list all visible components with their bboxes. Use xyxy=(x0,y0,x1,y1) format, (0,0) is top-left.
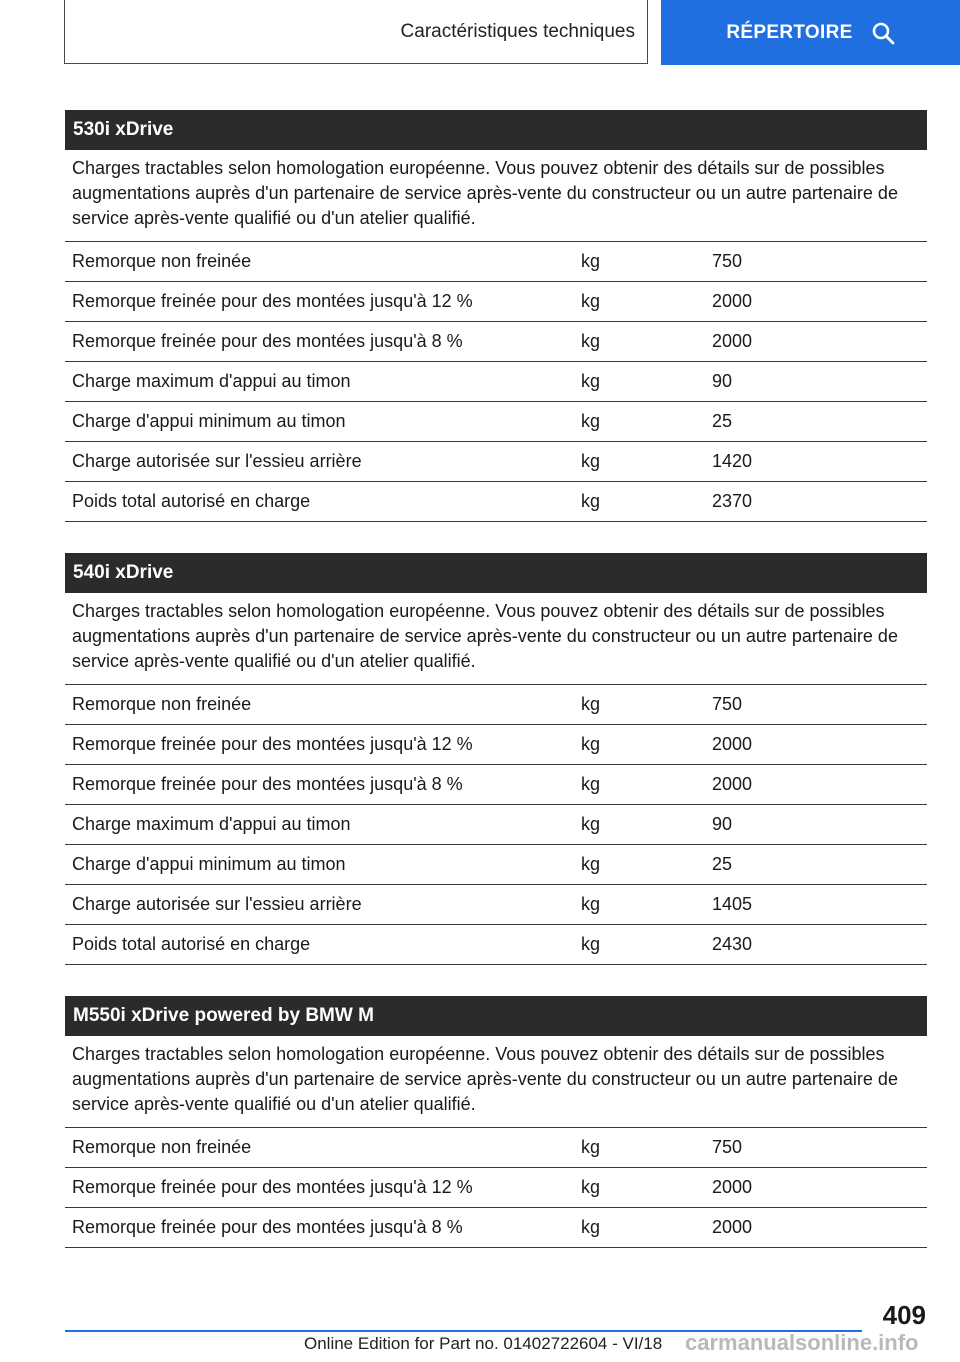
row-unit: kg xyxy=(581,1217,601,1237)
row-value: 2000 xyxy=(712,291,753,311)
row-unit: kg xyxy=(581,411,601,431)
row-value: 2000 xyxy=(712,734,753,754)
row-label: Remorque freinée pour des montées jusqu'à 12 % xyxy=(72,734,473,754)
table-row xyxy=(65,242,927,282)
row-unit: kg xyxy=(581,331,601,351)
row-label: Remorque non freinée xyxy=(72,694,252,714)
page-number: 409 xyxy=(882,1300,926,1330)
row-label: Remorque non freinée xyxy=(72,251,252,271)
row-label: Remorque freinée pour des montées jusqu'à 12 % xyxy=(72,1177,473,1197)
table-row xyxy=(65,765,927,805)
row-unit: kg xyxy=(581,734,601,754)
row-value: 1420 xyxy=(712,451,753,471)
page-header xyxy=(0,0,960,66)
spec-content xyxy=(65,110,927,1279)
section-title: 530i xDrive xyxy=(65,110,927,150)
search-icon xyxy=(871,21,895,45)
spec-section-m550i xyxy=(65,996,927,1248)
table-row xyxy=(65,845,927,885)
row-unit: kg xyxy=(581,854,601,874)
row-label: Remorque freinée pour des montées jusqu'à 12 % xyxy=(72,291,473,311)
row-value: 2000 xyxy=(712,331,753,351)
row-label: Charge maximum d'appui au timon xyxy=(72,371,351,391)
table-row xyxy=(65,1128,927,1168)
row-value: 750 xyxy=(712,251,743,271)
row-label: Remorque freinée pour des montées jusqu'à 8 % xyxy=(72,1217,463,1237)
table-row xyxy=(65,685,927,725)
row-unit: kg xyxy=(581,451,601,471)
row-value: 2000 xyxy=(712,1177,753,1197)
row-value: 1405 xyxy=(712,894,753,914)
table-row xyxy=(65,1208,927,1248)
row-unit: kg xyxy=(581,1177,601,1197)
row-value: 750 xyxy=(712,1137,743,1157)
chapter-title-label: Caractéristiques techniques xyxy=(400,20,635,42)
row-unit: kg xyxy=(581,894,601,914)
row-unit: kg xyxy=(581,774,601,794)
chapter-title[interactable] xyxy=(64,0,648,64)
row-value: 25 xyxy=(712,411,733,431)
table-row xyxy=(65,402,927,442)
row-label: Poids total autorisé en charge xyxy=(72,934,311,954)
index-button-label: RÉPERTOIRE xyxy=(726,21,853,43)
section-title: M550i xDrive powered by BMW M xyxy=(65,996,927,1036)
row-value: 90 xyxy=(712,814,733,834)
row-label: Charge autorisée sur l'essieu arrière xyxy=(72,451,362,471)
table-row xyxy=(65,322,927,362)
edition-text: Online Edition for Part no. 01402722604 - VI/18 xyxy=(304,1334,663,1353)
row-label: Remorque freinée pour des montées jusqu'à 8 % xyxy=(72,774,463,794)
section-description: Charges tractables selon homologation européenne. Vous pouvez obtenir des détails sur de possibles augmentations auprès d'un partenaire de service après-vente du constructeur ou un autre partenaire de service après-vente qualifié ou d'un atelier qualifié. xyxy=(65,1036,927,1128)
row-value: 2430 xyxy=(712,934,753,954)
row-value: 2000 xyxy=(712,1217,753,1237)
row-label: Charge d'appui minimum au timon xyxy=(72,854,346,874)
section-title: 540i xDrive xyxy=(65,553,927,593)
row-value: 750 xyxy=(712,694,743,714)
row-label: Poids total autorisé en charge xyxy=(72,491,311,511)
row-label: Remorque freinée pour des montées jusqu'à 8 % xyxy=(72,331,463,351)
table-row xyxy=(65,362,927,402)
section-description: Charges tractables selon homologation européenne. Vous pouvez obtenir des détails sur de possibles augmentations auprès d'un partenaire de service après-vente du constructeur ou un autre partenaire de service après-vente qualifié ou d'un atelier qualifié. xyxy=(65,593,927,685)
table-row xyxy=(65,885,927,925)
row-label: Charge d'appui minimum au timon xyxy=(72,411,346,431)
row-unit: kg xyxy=(581,694,601,714)
row-label: Remorque non freinée xyxy=(72,1137,252,1157)
table-row xyxy=(65,1168,927,1208)
watermark: carmanualsonline.info xyxy=(685,1330,919,1355)
table-row xyxy=(65,442,927,482)
row-unit: kg xyxy=(581,814,601,834)
table-row xyxy=(65,925,927,965)
index-button[interactable] xyxy=(661,0,960,65)
row-unit: kg xyxy=(581,491,601,511)
section-description: Charges tractables selon homologation européenne. Vous pouvez obtenir des détails sur de possibles augmentations auprès d'un partenaire de service après-vente du constructeur ou un autre partenaire de service après-vente qualifié ou d'un atelier qualifié. xyxy=(65,150,927,242)
row-unit: kg xyxy=(581,934,601,954)
spec-section-540i xyxy=(65,553,927,965)
spec-section-530i xyxy=(65,110,927,522)
row-value: 2370 xyxy=(712,491,753,511)
table-row xyxy=(65,482,927,522)
row-unit: kg xyxy=(581,1137,601,1157)
row-value: 2000 xyxy=(712,774,753,794)
row-unit: kg xyxy=(581,251,601,271)
row-label: Charge maximum d'appui au timon xyxy=(72,814,351,834)
table-row xyxy=(65,282,927,322)
row-label: Charge autorisée sur l'essieu arrière xyxy=(72,894,362,914)
table-row xyxy=(65,805,927,845)
row-unit: kg xyxy=(581,371,601,391)
table-row xyxy=(65,725,927,765)
row-value: 25 xyxy=(712,854,733,874)
row-unit: kg xyxy=(581,291,601,311)
row-value: 90 xyxy=(712,371,733,391)
